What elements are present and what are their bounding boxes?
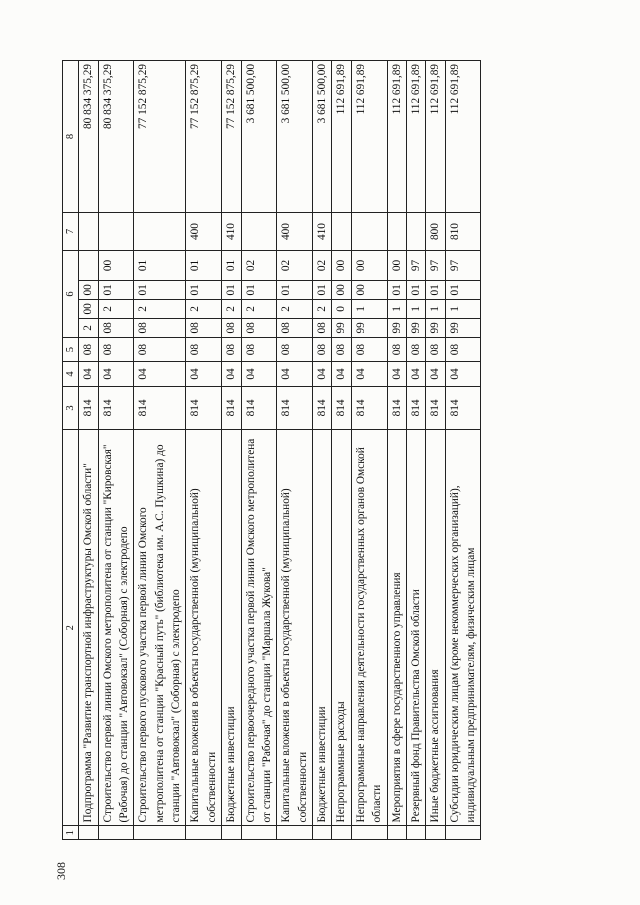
- row-name: Непрограммные направления деятельности государственных органов Омской области: [351, 430, 387, 826]
- row-code-6b: 1: [387, 299, 406, 318]
- row-name: Субсидии юридическим лицам (кроме некоммерческих организаций), индивидуальным предпринимателям, физическим лицам: [445, 430, 481, 826]
- row-name: Иные бюджетные ассигнования: [426, 430, 445, 826]
- table-row: [445, 61, 481, 840]
- row-code-4: 04: [134, 362, 186, 386]
- header-col-3: 3: [63, 386, 79, 429]
- header-col-8: 8: [63, 61, 79, 213]
- row-amount: 112 691,89: [406, 61, 425, 213]
- row-col-1: [313, 826, 332, 840]
- table-row: [426, 61, 445, 840]
- row-code-6b: 2: [241, 299, 277, 318]
- row-code-7: 410: [313, 213, 332, 251]
- row-name: Капитальные вложения в объекты государственной (муниципальной) собственности: [186, 430, 222, 826]
- row-code-7: [134, 213, 186, 251]
- row-code-6c: 01: [98, 280, 134, 299]
- row-code-5: 08: [241, 337, 277, 361]
- row-code-6b: 2: [186, 299, 222, 318]
- header-col-4: 4: [63, 362, 79, 386]
- table-row: [277, 61, 313, 840]
- row-code-3: 814: [277, 386, 313, 429]
- row-code-5: 08: [277, 337, 313, 361]
- row-code-5: 08: [426, 337, 445, 361]
- row-code-3: 814: [387, 386, 406, 429]
- row-col-1: [387, 826, 406, 840]
- row-code-5: 08: [406, 337, 425, 361]
- table-row: [406, 61, 425, 840]
- row-code-6d: [79, 251, 98, 281]
- row-code-6a: 99: [445, 318, 481, 337]
- row-code-6c: 01: [241, 280, 277, 299]
- row-code-3: 814: [332, 386, 351, 429]
- row-amount: 3 681 500,00: [277, 61, 313, 213]
- row-name: Строительство первого пускового участка первой линии Омского метрополитена от станции "Красный путь" (библиотека им. А.С. Пушкина) до станции "Автовокзал" (Соборная) с электродепо: [134, 430, 186, 826]
- row-code-6c: 01: [277, 280, 313, 299]
- row-code-3: 814: [241, 386, 277, 429]
- row-code-6a: 08: [277, 318, 313, 337]
- row-col-1: [332, 826, 351, 840]
- row-code-6b: 0: [332, 299, 351, 318]
- row-code-6b: 1: [426, 299, 445, 318]
- row-code-6a: 99: [406, 318, 425, 337]
- row-amount: 112 691,89: [351, 61, 387, 213]
- row-code-6c: 01: [222, 280, 241, 299]
- row-code-6c: 01: [134, 280, 186, 299]
- row-code-6a: 99: [426, 318, 445, 337]
- row-code-7: [98, 213, 134, 251]
- table-row: [241, 61, 277, 840]
- row-code-6a: 99: [332, 318, 351, 337]
- row-code-6a: 08: [241, 318, 277, 337]
- row-code-6d: 01: [222, 251, 241, 281]
- row-code-6d: 02: [241, 251, 277, 281]
- row-amount: 77 152 875,29: [134, 61, 186, 213]
- budget-table: [62, 60, 481, 840]
- row-code-6d: 97: [445, 251, 481, 281]
- header-col-6: 6: [63, 251, 79, 338]
- header-col-1: 1: [63, 826, 79, 840]
- row-code-6a: 99: [351, 318, 387, 337]
- row-code-5: 08: [98, 337, 134, 361]
- row-code-7: [79, 213, 98, 251]
- row-amount: 112 691,89: [387, 61, 406, 213]
- row-code-7: 800: [426, 213, 445, 251]
- row-col-1: [98, 826, 134, 840]
- row-name: Строительство первоочередного участка первой линии Омского метрополитена от станции "Рабочая" до станции "Маршала Жукова": [241, 430, 277, 826]
- row-code-7: [332, 213, 351, 251]
- table-row: [98, 61, 134, 840]
- row-code-4: 04: [351, 362, 387, 386]
- row-code-4: 04: [186, 362, 222, 386]
- row-code-6d: 97: [426, 251, 445, 281]
- row-amount: 80 834 375,29: [79, 61, 98, 213]
- row-code-6a: 08: [186, 318, 222, 337]
- row-code-6c: 01: [406, 280, 425, 299]
- row-amount: 3 681 500,00: [313, 61, 332, 213]
- row-code-5: 08: [445, 337, 481, 361]
- row-code-5: 08: [332, 337, 351, 361]
- row-code-5: 08: [186, 337, 222, 361]
- row-code-6d: 00: [98, 251, 134, 281]
- row-name: Строительство первой линии Омского метрополитена от станции "Кировская" (Рабочая) до станции "Автовокзал" (Соборная) с электродепо: [98, 430, 134, 826]
- row-code-6c: 00: [332, 280, 351, 299]
- row-col-1: [406, 826, 425, 840]
- table-row: [351, 61, 387, 840]
- row-code-4: 04: [313, 362, 332, 386]
- row-code-6d: 02: [277, 251, 313, 281]
- row-code-5: 08: [134, 337, 186, 361]
- row-code-6b: 00: [79, 299, 98, 318]
- table-row: [387, 61, 406, 840]
- row-code-4: 04: [445, 362, 481, 386]
- header-col-2: 2: [63, 430, 79, 826]
- row-code-6b: 2: [134, 299, 186, 318]
- row-code-7: 410: [222, 213, 241, 251]
- row-code-6a: 99: [387, 318, 406, 337]
- table-row: [134, 61, 186, 840]
- row-code-7: [387, 213, 406, 251]
- row-code-6c: 01: [186, 280, 222, 299]
- row-code-3: 814: [186, 386, 222, 429]
- row-col-1: [241, 826, 277, 840]
- row-code-6d: 00: [332, 251, 351, 281]
- header-col-7: 7: [63, 213, 79, 251]
- row-name: Бюджетные инвестиции: [222, 430, 241, 826]
- row-code-6a: 08: [134, 318, 186, 337]
- row-code-4: 04: [387, 362, 406, 386]
- table-row: [79, 61, 98, 840]
- row-code-5: 08: [79, 337, 98, 361]
- row-code-6d: 00: [351, 251, 387, 281]
- row-name: Капитальные вложения в объекты государственной (муниципальной) собственности: [277, 430, 313, 826]
- row-code-6a: 08: [313, 318, 332, 337]
- row-name: Подпрограмма "Развитие транспортной инфраструктуры Омской области": [79, 430, 98, 826]
- row-code-3: 814: [406, 386, 425, 429]
- row-code-3: 814: [134, 386, 186, 429]
- row-col-1: [351, 826, 387, 840]
- row-amount: 112 691,89: [445, 61, 481, 213]
- row-code-6c: 01: [387, 280, 406, 299]
- table-row: [332, 61, 351, 840]
- row-code-4: 04: [426, 362, 445, 386]
- row-code-5: 08: [387, 337, 406, 361]
- table-row: [222, 61, 241, 840]
- row-code-3: 814: [79, 386, 98, 429]
- row-code-6d: 97: [406, 251, 425, 281]
- row-code-4: 04: [241, 362, 277, 386]
- row-code-6b: 2: [98, 299, 134, 318]
- row-code-6d: 01: [186, 251, 222, 281]
- row-code-6b: 2: [277, 299, 313, 318]
- row-code-6a: 08: [98, 318, 134, 337]
- row-code-4: 04: [98, 362, 134, 386]
- row-code-7: 400: [186, 213, 222, 251]
- row-code-6d: 00: [387, 251, 406, 281]
- row-code-4: 04: [277, 362, 313, 386]
- row-code-5: 08: [313, 337, 332, 361]
- row-amount: 77 152 875,29: [222, 61, 241, 213]
- header-col-5: 5: [63, 337, 79, 361]
- row-code-6b: 1: [351, 299, 387, 318]
- row-code-3: 814: [351, 386, 387, 429]
- row-code-6c: 00: [351, 280, 387, 299]
- row-amount: 80 834 375,29: [98, 61, 134, 213]
- row-col-1: [426, 826, 445, 840]
- row-col-1: [445, 826, 481, 840]
- row-name: Бюджетные инвестиции: [313, 430, 332, 826]
- row-amount: 112 691,89: [426, 61, 445, 213]
- row-amount: 112 691,89: [332, 61, 351, 213]
- row-col-1: [222, 826, 241, 840]
- row-code-3: 814: [426, 386, 445, 429]
- row-code-6a: 08: [222, 318, 241, 337]
- rotated-page: [54, 60, 594, 880]
- row-code-6c: 01: [313, 280, 332, 299]
- row-code-6a: 2: [79, 318, 98, 337]
- table-header-row: [63, 61, 79, 840]
- row-code-6c: 01: [445, 280, 481, 299]
- row-code-6d: 01: [134, 251, 186, 281]
- row-code-3: 814: [222, 386, 241, 429]
- table-row: [313, 61, 332, 840]
- row-name: Резервный фонд Правительства Омской области: [406, 430, 425, 826]
- row-code-3: 814: [98, 386, 134, 429]
- row-name: Мероприятия в сфере государственного управления: [387, 430, 406, 826]
- row-code-4: 04: [79, 362, 98, 386]
- row-col-1: [186, 826, 222, 840]
- row-code-7: [406, 213, 425, 251]
- row-amount: 3 681 500,00: [241, 61, 277, 213]
- row-code-5: 08: [222, 337, 241, 361]
- row-code-6c: 01: [426, 280, 445, 299]
- row-code-7: 400: [277, 213, 313, 251]
- row-code-4: 04: [406, 362, 425, 386]
- row-code-4: 04: [222, 362, 241, 386]
- row-code-4: 04: [332, 362, 351, 386]
- row-name: Непрограммные расходы: [332, 430, 351, 826]
- row-code-7: [351, 213, 387, 251]
- row-col-1: [79, 826, 98, 840]
- row-code-6b: 1: [406, 299, 425, 318]
- row-code-6c: 00: [79, 280, 98, 299]
- row-code-7: [241, 213, 277, 251]
- row-code-6b: 2: [222, 299, 241, 318]
- row-code-3: 814: [313, 386, 332, 429]
- row-code-7: 810: [445, 213, 481, 251]
- row-code-6b: 2: [313, 299, 332, 318]
- row-col-1: [134, 826, 186, 840]
- row-code-6b: 1: [445, 299, 481, 318]
- page-number: 308: [54, 862, 68, 880]
- row-amount: 77 152 875,29: [186, 61, 222, 213]
- row-code-6d: 02: [313, 251, 332, 281]
- table-row: [186, 61, 222, 840]
- row-code-3: 814: [445, 386, 481, 429]
- table-body: [79, 61, 481, 840]
- row-code-5: 08: [351, 337, 387, 361]
- row-col-1: [277, 826, 313, 840]
